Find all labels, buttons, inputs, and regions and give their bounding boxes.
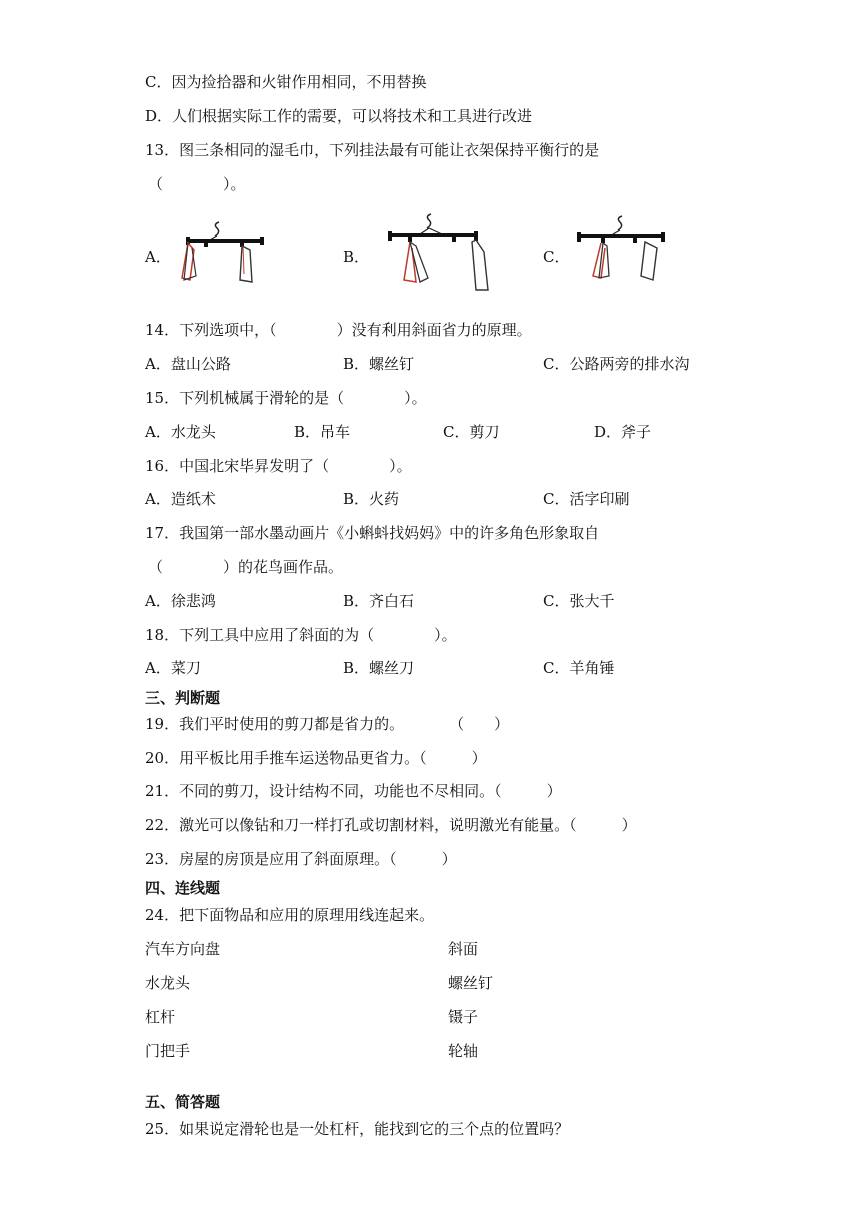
- q16-stem: 16．中国北宋毕昇发明了（ ）。: [145, 457, 412, 475]
- q13-option-a-label: A．: [145, 248, 171, 266]
- hanger-c-figure: [575, 214, 675, 294]
- hanger-a-figure: [170, 220, 270, 290]
- q23: 23．房屋的房顶是应用了斜面原理。（ ）: [145, 850, 457, 868]
- q13-blank: （ ）。: [148, 175, 246, 193]
- q14-stem: 14．下列选项中，（ ）没有利用斜面省力的原理。: [145, 321, 532, 339]
- q24-stem: 24．把下面物品和应用的原理用线连起来。: [145, 906, 435, 924]
- match-right-item: 轮轴: [448, 1042, 479, 1060]
- section-judgment-heading: 三、判断题: [145, 689, 221, 707]
- match-right-item: 镊子: [448, 1008, 479, 1026]
- q16-option-c: C．活字印刷: [543, 490, 630, 508]
- section-short-answer-heading: 五、简答题: [145, 1093, 221, 1111]
- q17-option-a: A．徐悲鸿: [145, 592, 216, 610]
- q15-option-d: D．斧子: [594, 423, 652, 441]
- q25: 25．如果说定滑轮也是一处杠杆，能找到它的三个点的位置吗？: [145, 1120, 570, 1138]
- match-right-item: 斜面: [448, 940, 479, 958]
- q14-option-b: B．螺丝钉: [343, 355, 415, 373]
- q22: 22．激光可以像钻和刀一样打孔或切割材料，说明激光有能量。（ ）: [145, 816, 637, 834]
- q15-option-c: C．剪刀: [443, 423, 500, 441]
- match-right-item: 螺丝钉: [448, 974, 494, 992]
- q14-option-c: C．公路两旁的排水沟: [543, 355, 690, 373]
- q18-option-c: C．羊角锤: [543, 659, 615, 677]
- q14-option-a: A．盘山公路: [145, 355, 231, 373]
- section-matching-heading: 四、连线题: [145, 879, 221, 897]
- q17-option-c: C．张大千: [543, 592, 615, 610]
- match-left-item: 水龙头: [145, 974, 191, 992]
- q12-option-c: C．因为捡拾器和火钳作用相同，不用替换: [145, 73, 427, 91]
- q19: 19．我们平时使用的剪刀都是省力的。 （ ）: [145, 715, 510, 733]
- q18-option-a: A．菜刀: [145, 659, 201, 677]
- q15-option-b: B．吊车: [294, 423, 351, 441]
- q15-option-a: A．水龙头: [145, 423, 216, 441]
- q18-stem: 18．下列工具中应用了斜面的为（ ）。: [145, 626, 457, 644]
- q18-option-b: B．螺丝刀: [343, 659, 415, 677]
- q16-option-b: B．火药: [343, 490, 400, 508]
- q13-option-c-label: C．: [543, 248, 570, 266]
- match-left-item: 门把手: [145, 1042, 191, 1060]
- q17-stem-continued: （ ）的花鸟画作品。: [148, 558, 344, 576]
- match-left-item: 汽车方向盘: [145, 940, 221, 958]
- q21: 21．不同的剪刀，设计结构不同，功能也不尽相同。（ ）: [145, 782, 562, 800]
- match-left-item: 杠杆: [145, 1008, 176, 1026]
- hanger-b-figure: [380, 212, 490, 296]
- q13-stem: 13．图三条相同的湿毛巾，下列挂法最有可能让衣架保持平衡行的是: [145, 141, 600, 159]
- q20: 20．用平板比用手推车运送物品更省力。（ ）: [145, 749, 487, 767]
- q15-stem: 15．下列机械属于滑轮的是（ ）。: [145, 389, 427, 407]
- q12-option-d: D．人们根据实际工作的需要，可以将技术和工具进行改进: [145, 107, 533, 125]
- q17-option-b: B．齐白石: [343, 592, 415, 610]
- q17-stem: 17．我国第一部水墨动画片《小蝌蚪找妈妈》中的许多角色形象取自: [145, 524, 600, 542]
- q13-option-b-label: B．: [343, 248, 370, 266]
- q16-option-a: A．造纸术: [145, 490, 216, 508]
